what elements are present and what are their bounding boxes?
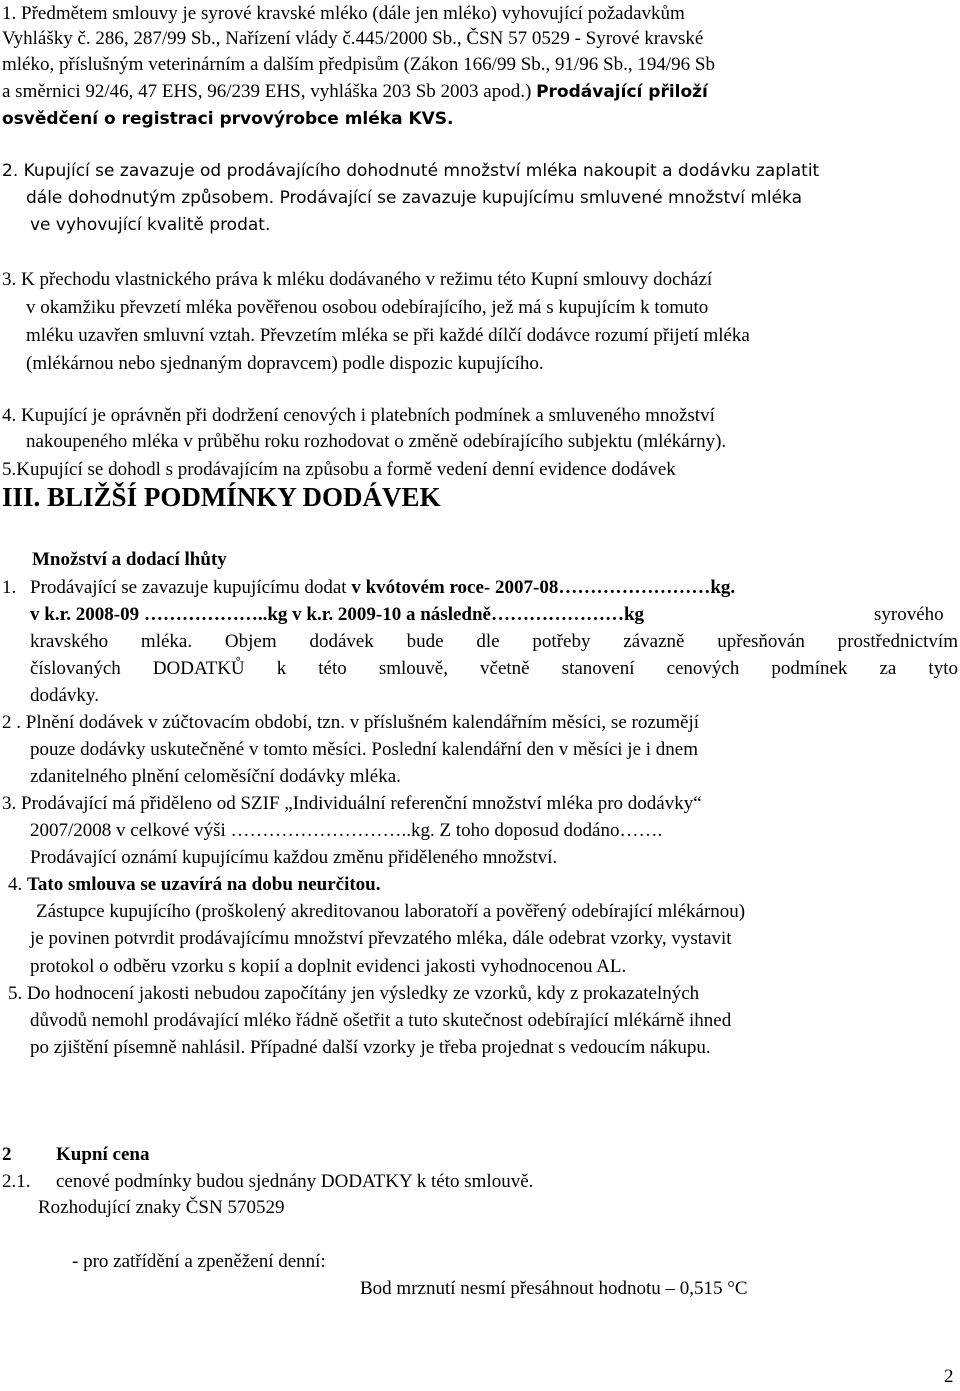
s3-line-4: (mlékárnou nebo sjednaným dopravcem) podle dispozic kupujícího. [26,353,544,374]
p4-title: Tato smlouva se uzavírá na dobu neurčitou. [27,874,381,895]
kupni-bod-mrznuti: Bod mrznutí nesmí přesáhnout hodnotu – 0,515 °C [360,1278,748,1299]
p3-line-3: Prodávající oznámí kupujícímu každou změnu přiděleného množství. [30,847,558,868]
kupni-zatrideni: - pro zatřídění a zpeněžení denní: [72,1251,326,1272]
p5-line-1: 5. Do hodnocení jakosti nebudou započítány jen výsledky ze vzorků, kdy z prokazatelných [8,983,700,1004]
p3-line-1: 3. Prodávající má přiděleno od SZIF „Individuální referenční množství mléka pro dodávky“ [2,793,702,814]
p4-line-2: je povinen potvrdit prodávajícímu množství převzatého mléka, dále odebrat vzorky, vystavit [30,928,732,949]
kupni-21-text: cenové podmínky budou sjednány DODATKY k této smlouvě. [56,1171,534,1192]
p1-quota-2007: v kvótovém roce- 2007-08……………………kg. [351,577,736,598]
p4-line-title [8,873,381,896]
kupni-21-num: 2.1. [2,1171,31,1192]
s1-line-4 [2,80,708,103]
s2-line-2 [26,188,802,209]
p3-line-2: 2007/2008 v celkové výši ………………………..kg. Z toho doposud dodáno……. [30,820,663,841]
p1-line-2b: syrového [874,604,944,625]
s5-line-1: 5.Kupující se dohodl s prodávajícím na způsobu a formě vedení denní evidence dodávek [2,459,676,480]
s3-line-1: 3. K přechodu vlastnického práva k mléku dodávaného v režimu této Kupní smlouvy dochází [2,269,713,290]
p5-line-3: po zjištění písemně nahlásil. Případné další vzorky je třeba projednat s vedoucím nákupu. [30,1037,711,1058]
s2-line-2a: dále dohodnutým způsobem. [26,188,280,208]
s2-line-2b: Prodávající se zavazuje kupujícímu smluvené množství mléka [279,188,803,208]
s4-line-2: nakoupeného mléka v průběhu roku rozhodovat o změně odebírajícího subjektu (mlékárny). [26,431,727,452]
s1-line-1: 1. Předmětem smlouvy je syrové kravské mléko (dále jen mléko) vyhovující požadavkům [2,3,685,24]
page-number: 2 [944,1366,954,1387]
p2-line-3: zdanitelného plnění celoměsíční dodávky mléka. [30,766,401,787]
p5-line-2: důvodů nemohl prodávající mléko řádně ošetřit a tuto skutečnost odebírající mlékárně ihned [30,1010,732,1031]
subheading: Množství a dodací lhůty [32,549,227,570]
s2-line-3: ve vyhovující kvalitě prodat. [30,215,271,235]
p4-num: 4. [8,874,23,895]
s1-line-3: mléko, příslušným veterinárním a dalším předpisům (Zákon 166/99 Sb., 91/96 Sb., 194/96 Sb [2,54,715,75]
p1-line-3: kravského mléka. Objem dodávek bude dle potřeby závazně upřesňován prostřednictvím [30,631,958,652]
s4-line-1: 4. Kupující je oprávněn při dodržení cenových i platebních podmínek a smluveného množství [2,405,715,426]
p4-line-3: protokol o odběru vzorku s kopií a doplnit evidenci jakosti vyhodnocenou AL. [30,956,627,977]
s2-line-1: 2. Kupující se zavazuje od prodávajícího dohodnuté množství mléka nakoupit a dodávku zaplatit [2,161,820,181]
p2-line-1: 2 . Plnění dodávek v zúčtovacím období, tzn. v příslušném kalendářním měsíci, se rozumějí [2,712,700,733]
section-heading: III. BLIŽŠÍ PODMÍNKY DODÁVEK [2,482,441,512]
kupni-title: Kupní cena [56,1144,150,1165]
s1-bold-seller-attaches: Prodávající přiloží [536,82,708,102]
p1-line-4: číslovaných DODATKŮ k této smlouvě, včetně stanovení cenových podmínek za tyto [30,658,958,679]
p1-line-2a: v k.r. 2008-09 ………………..kg v k.r. 2009-10 a následně…………………kg [30,604,645,625]
s1-line-2: Vyhlášky č. 286, 287/99 Sb., Nařízení vlády č.445/2000 Sb., ČSN 57 0529 - Syrové kravské [2,28,704,49]
s3-line-3: mléku uzavřen smluvní vztah. Převzetím mléka se při každé dílčí dodávce rozumí přijetí mléka [26,325,750,346]
p1-line-1 [30,576,735,599]
s1-line-5: osvědčení o registraci prvovýrobce mléka KVS. [2,109,454,129]
p1-num: 1. [2,577,17,598]
p4-line-1: Zástupce kupujícího (proškolený akreditovanou laboratoří a pověřený odebírající mlékárnou) [36,901,746,922]
s3-line-2: v okamžiku převzetí mléka pověřenou osobou odebírajícího, jež má s kupujícím k tomuto [26,297,709,318]
p2-line-2: pouze dodávky uskutečněné v tomto měsíci. Poslední kalendářní den v měsíci je i dnem [30,739,699,760]
kupni-num: 2 [2,1144,12,1165]
p1-line-5: dodávky. [30,685,99,706]
kupni-znaky: Rozhodující znaky ČSN 570529 [38,1197,285,1218]
s1-line-4-text: a směrnici 92/46, 47 EHS, 96/239 EHS, vyhláška 203 Sb 2003 apod.) [2,81,537,102]
p1-line-1a: Prodávající se zavazuje kupujícímu dodat [30,577,352,598]
